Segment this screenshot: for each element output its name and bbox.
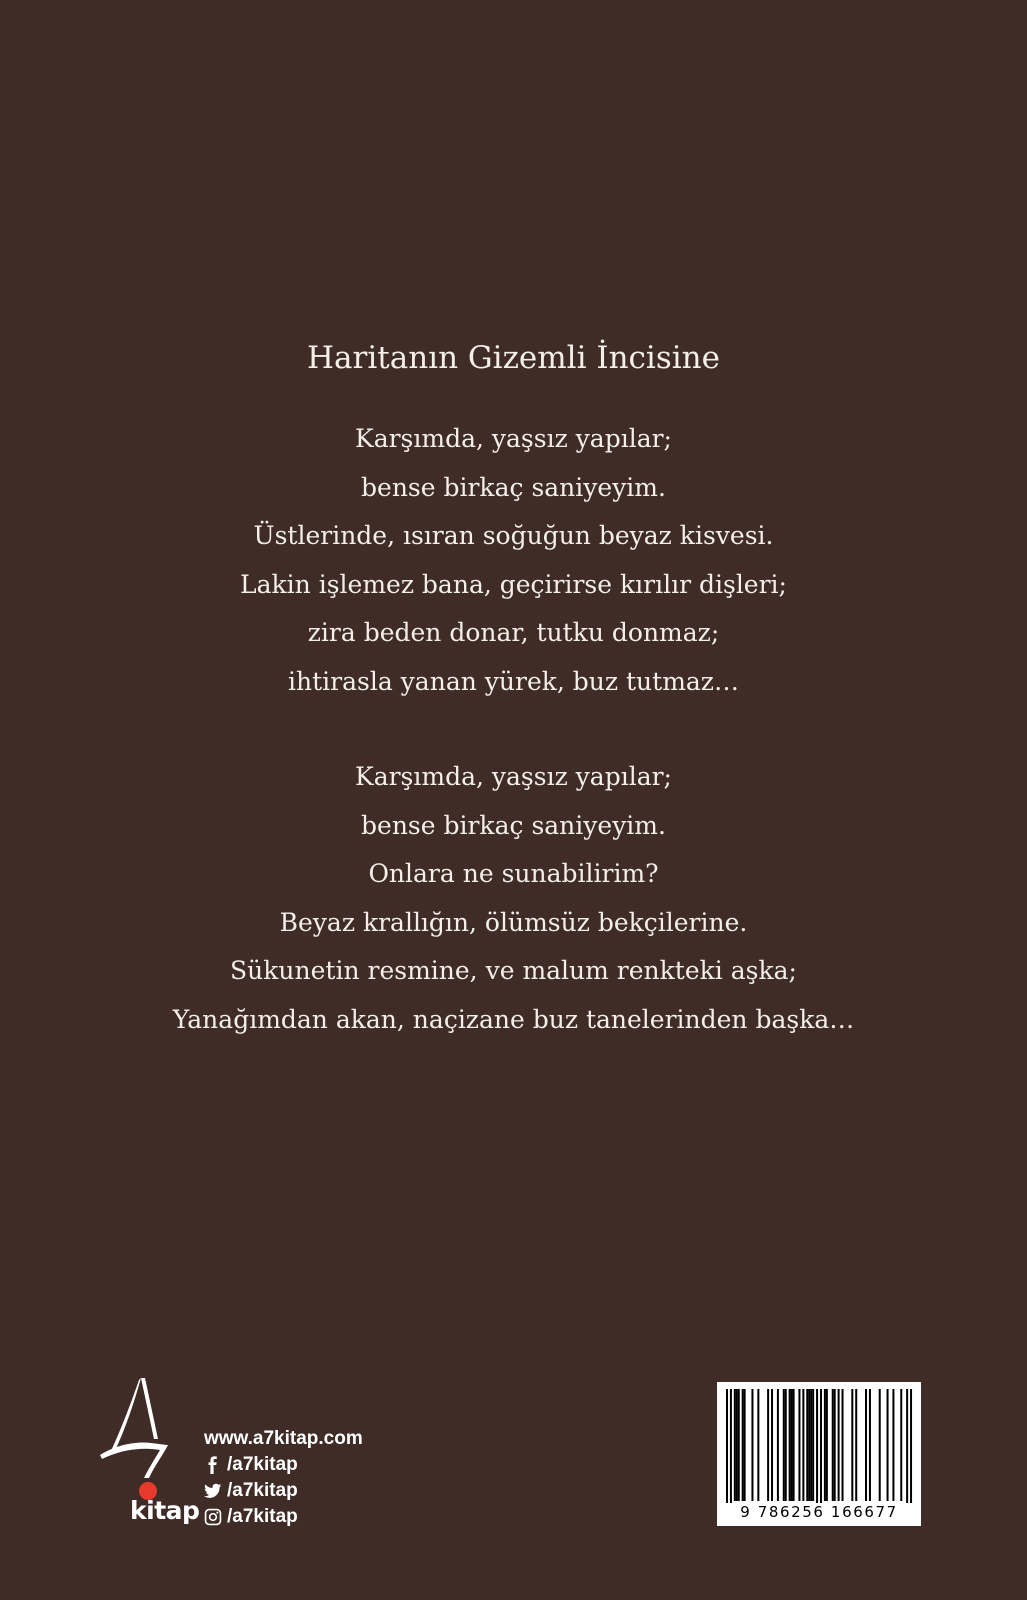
poem-title: Haritanın Gizemli İncisine <box>307 340 720 376</box>
verse-line: bense birkaç saniyeyim. <box>361 472 666 502</box>
barcode-bar <box>810 1389 812 1501</box>
verse-line: Üstlerinde, ısıran soğuğun beyaz kisvesi. <box>253 521 774 551</box>
barcode-bar <box>851 1389 853 1501</box>
barcode-bar <box>820 1389 822 1507</box>
website-text: www.a7kitap.com <box>204 1428 363 1449</box>
a7-logo-icon <box>96 1375 206 1500</box>
barcode-bar <box>742 1389 744 1501</box>
twitter-handle: /a7kitap <box>227 1480 298 1501</box>
barcode-bar <box>892 1389 894 1501</box>
barcode-bar <box>798 1389 800 1501</box>
barcode-bar <box>838 1389 840 1501</box>
barcode-bar <box>751 1389 753 1501</box>
isbn-number: 9 786256 166677 <box>718 1503 920 1521</box>
barcode-bar <box>879 1389 881 1501</box>
verse-line: zira beden donar, tutku donmaz; <box>307 618 720 648</box>
publisher-logo <box>96 1375 206 1535</box>
barcode-bar <box>726 1389 728 1507</box>
verse-line: Karşımda, yaşsız yapılar; <box>355 762 672 792</box>
verse-line: Beyaz krallığın, ölümsüz bekçilerine. <box>279 907 748 937</box>
barcode-bar <box>816 1389 818 1507</box>
barcode-bar <box>842 1389 844 1501</box>
barcode-bar <box>869 1389 871 1501</box>
facebook-link[interactable] <box>204 1452 363 1478</box>
poem <box>0 340 1027 1091</box>
logo-text: kitap <box>130 1496 200 1525</box>
barcode-bar <box>832 1389 834 1501</box>
verse-line: Onlara ne sunabilirim? <box>368 859 659 889</box>
stanza-1 <box>0 415 1027 706</box>
barcode-bar <box>730 1389 732 1507</box>
barcode-bar <box>887 1389 889 1501</box>
facebook-icon <box>204 1456 222 1474</box>
verse-line: ihtirasla yanan yürek, buz tutmaz… <box>288 666 739 696</box>
barcode-bar <box>900 1389 902 1501</box>
verse-line: Karşımda, yaşsız yapılar; <box>355 424 672 454</box>
barcode-bar <box>806 1389 808 1501</box>
barcode-bar <box>855 1389 857 1501</box>
publisher-contacts <box>204 1426 363 1530</box>
barcode-bar <box>793 1389 795 1501</box>
barcode-bar <box>791 1389 793 1501</box>
verse-line: bense birkaç saniyeyim. <box>361 810 666 840</box>
barcode-bar <box>757 1389 759 1501</box>
barcode-bar <box>771 1389 773 1501</box>
barcode-bar <box>826 1389 828 1501</box>
barcode-bar <box>906 1389 908 1507</box>
barcode-bar <box>777 1389 779 1501</box>
verse-line: Lakin işlemez bana, geçirirse kırılır dişleri; <box>240 569 787 599</box>
barcode-bar <box>736 1389 738 1501</box>
barcode-bar <box>910 1389 912 1507</box>
stanza-2 <box>0 753 1027 1044</box>
barcode-bar <box>744 1389 746 1501</box>
barcode-bar <box>808 1389 810 1501</box>
instagram-icon <box>204 1508 222 1526</box>
barcode-bar <box>738 1389 740 1501</box>
facebook-handle: /a7kitap <box>227 1454 298 1475</box>
barcode-bar <box>734 1389 736 1501</box>
instagram-link[interactable] <box>204 1504 363 1530</box>
barcode-bar <box>783 1389 785 1501</box>
barcode-bar <box>865 1389 867 1501</box>
verse-line: Yanağımdan akan, naçizane buz tanelerinden başka… <box>172 1004 855 1034</box>
barcode-bar <box>812 1389 814 1501</box>
twitter-icon <box>204 1482 222 1500</box>
verse-line: Sükunetin resmine, ve malum renkteki aşka; <box>230 956 797 986</box>
publisher-block <box>96 1375 396 1535</box>
barcode-bar <box>834 1389 836 1501</box>
barcode-bar <box>802 1389 804 1501</box>
isbn-barcode <box>717 1382 921 1526</box>
website-link[interactable] <box>204 1426 363 1452</box>
barcode-bar <box>767 1389 769 1501</box>
instagram-handle: /a7kitap <box>227 1506 298 1527</box>
barcode-bar <box>789 1389 791 1501</box>
barcode-bar <box>824 1389 826 1501</box>
twitter-link[interactable] <box>204 1478 363 1504</box>
barcode-bar <box>785 1389 787 1501</box>
